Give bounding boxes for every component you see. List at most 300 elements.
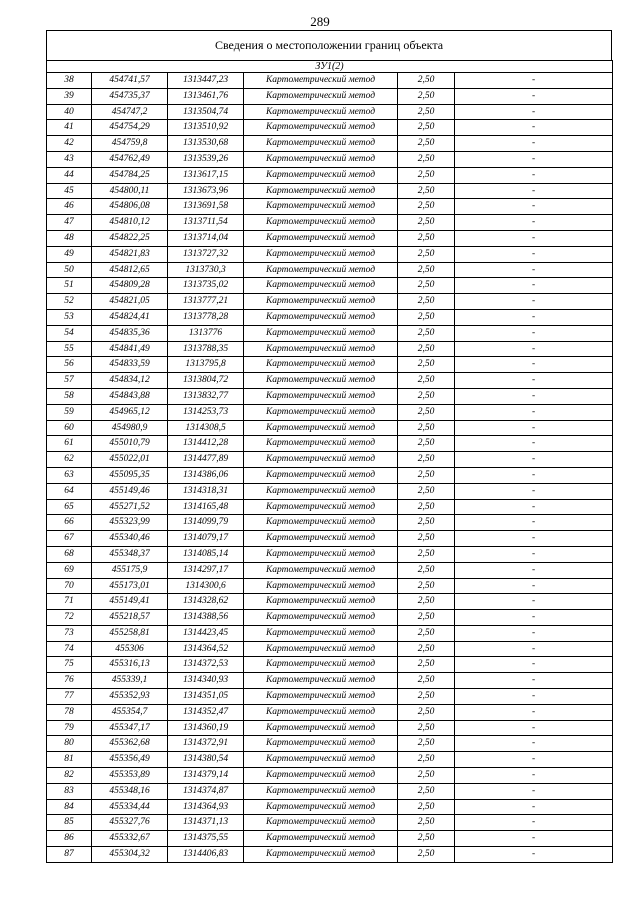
table-row [47, 246, 613, 262]
table-row [47, 199, 613, 215]
point-number-cell: 86 [47, 831, 92, 847]
point-number-cell: 79 [47, 720, 92, 736]
y-coordinate-cell: 1314300,6 [168, 578, 244, 594]
method-cell: Картометрический метод [244, 625, 398, 641]
x-coordinate-cell: 454747,2 [92, 104, 168, 120]
method-cell: Картометрический метод [244, 104, 398, 120]
x-coordinate-cell: 455353,89 [92, 768, 168, 784]
y-coordinate-cell: 1314388,56 [168, 610, 244, 626]
table-row [47, 104, 613, 120]
description-cell: - [455, 420, 613, 436]
accuracy-cell: 2,50 [398, 215, 455, 231]
x-coordinate-cell: 455327,76 [92, 815, 168, 831]
description-cell: - [455, 625, 613, 641]
x-coordinate-cell: 455339,1 [92, 673, 168, 689]
table-row [47, 736, 613, 752]
point-number-cell: 50 [47, 262, 92, 278]
y-coordinate-cell: 1313776 [168, 325, 244, 341]
description-cell: - [455, 452, 613, 468]
point-number-cell: 43 [47, 151, 92, 167]
description-cell: - [455, 641, 613, 657]
y-coordinate-cell: 1313461,76 [168, 88, 244, 104]
description-cell: - [455, 610, 613, 626]
table-row [47, 436, 613, 452]
description-cell: - [455, 562, 613, 578]
description-cell: - [455, 768, 613, 784]
point-number-cell: 56 [47, 357, 92, 373]
x-coordinate-cell: 454833,59 [92, 357, 168, 373]
method-cell: Картометрический метод [244, 483, 398, 499]
point-number-cell: 87 [47, 847, 92, 863]
x-coordinate-cell: 455175,9 [92, 562, 168, 578]
boundary-table [46, 30, 612, 863]
point-number-cell: 47 [47, 215, 92, 231]
table-row [47, 783, 613, 799]
table-row [47, 704, 613, 720]
accuracy-cell: 2,50 [398, 404, 455, 420]
point-number-cell: 73 [47, 625, 92, 641]
table-row [47, 483, 613, 499]
point-number-cell: 41 [47, 120, 92, 136]
x-coordinate-cell: 454834,12 [92, 373, 168, 389]
x-coordinate-cell: 454754,29 [92, 120, 168, 136]
description-cell: - [455, 136, 613, 152]
table-row [47, 341, 613, 357]
y-coordinate-cell: 1314380,54 [168, 752, 244, 768]
description-cell: - [455, 799, 613, 815]
point-number-cell: 55 [47, 341, 92, 357]
table-row [47, 309, 613, 325]
y-coordinate-cell: 1314412,28 [168, 436, 244, 452]
table-row [47, 262, 613, 278]
y-coordinate-cell: 1313777,21 [168, 294, 244, 310]
accuracy-cell: 2,50 [398, 531, 455, 547]
accuracy-cell: 2,50 [398, 815, 455, 831]
y-coordinate-cell: 1314099,79 [168, 515, 244, 531]
y-coordinate-cell: 1314165,48 [168, 499, 244, 515]
method-cell: Картометрический метод [244, 720, 398, 736]
point-number-cell: 70 [47, 578, 92, 594]
x-coordinate-cell: 455304,32 [92, 847, 168, 863]
table-row [47, 578, 613, 594]
accuracy-cell: 2,50 [398, 388, 455, 404]
description-cell: - [455, 357, 613, 373]
accuracy-cell: 2,50 [398, 167, 455, 183]
x-coordinate-cell: 455271,52 [92, 499, 168, 515]
table-row [47, 831, 613, 847]
accuracy-cell: 2,50 [398, 847, 455, 863]
method-cell: Картометрический метод [244, 309, 398, 325]
method-cell: Картометрический метод [244, 420, 398, 436]
method-cell: Картометрический метод [244, 88, 398, 104]
method-cell: Картометрический метод [244, 246, 398, 262]
accuracy-cell: 2,50 [398, 641, 455, 657]
x-coordinate-cell: 455347,17 [92, 720, 168, 736]
table-title: Сведения о местоположении границ объекта [46, 30, 612, 61]
table-row [47, 657, 613, 673]
accuracy-cell: 2,50 [398, 610, 455, 626]
y-coordinate-cell: 1314477,89 [168, 452, 244, 468]
y-coordinate-cell: 1314406,83 [168, 847, 244, 863]
description-cell: - [455, 783, 613, 799]
point-number-cell: 80 [47, 736, 92, 752]
method-cell: Картометрический метод [244, 799, 398, 815]
method-cell: Картометрический метод [244, 199, 398, 215]
coordinates-table [46, 60, 613, 863]
x-coordinate-cell: 455316,13 [92, 657, 168, 673]
point-number-cell: 65 [47, 499, 92, 515]
point-number-cell: 59 [47, 404, 92, 420]
x-coordinate-cell: 454784,25 [92, 167, 168, 183]
y-coordinate-cell: 1313730,3 [168, 262, 244, 278]
x-coordinate-cell: 454741,57 [92, 73, 168, 89]
x-coordinate-cell: 455258,81 [92, 625, 168, 641]
method-cell: Картометрический метод [244, 388, 398, 404]
method-cell: Картометрический метод [244, 262, 398, 278]
accuracy-cell: 2,50 [398, 309, 455, 325]
table-row [47, 815, 613, 831]
y-coordinate-cell: 1313804,72 [168, 373, 244, 389]
point-number-cell: 49 [47, 246, 92, 262]
method-cell: Картометрический метод [244, 847, 398, 863]
x-coordinate-cell: 455348,16 [92, 783, 168, 799]
method-cell: Картометрический метод [244, 294, 398, 310]
accuracy-cell: 2,50 [398, 120, 455, 136]
y-coordinate-cell: 1314364,93 [168, 799, 244, 815]
y-coordinate-cell: 1314308,5 [168, 420, 244, 436]
description-cell: - [455, 499, 613, 515]
accuracy-cell: 2,50 [398, 673, 455, 689]
table-row [47, 546, 613, 562]
accuracy-cell: 2,50 [398, 183, 455, 199]
method-cell: Картометрический метод [244, 657, 398, 673]
point-number-cell: 52 [47, 294, 92, 310]
method-cell: Картометрический метод [244, 704, 398, 720]
point-number-cell: 62 [47, 452, 92, 468]
table-row [47, 768, 613, 784]
point-number-cell: 75 [47, 657, 92, 673]
accuracy-cell: 2,50 [398, 151, 455, 167]
y-coordinate-cell: 1313778,28 [168, 309, 244, 325]
method-cell: Картометрический метод [244, 546, 398, 562]
y-coordinate-cell: 1314364,52 [168, 641, 244, 657]
y-coordinate-cell: 1313711,54 [168, 215, 244, 231]
x-coordinate-cell: 455149,41 [92, 594, 168, 610]
table-row [47, 151, 613, 167]
method-cell: Картометрический метод [244, 783, 398, 799]
table-row [47, 531, 613, 547]
table-row [47, 689, 613, 705]
point-number-cell: 71 [47, 594, 92, 610]
point-number-cell: 85 [47, 815, 92, 831]
description-cell: - [455, 483, 613, 499]
table-row [47, 515, 613, 531]
y-coordinate-cell: 1314352,47 [168, 704, 244, 720]
description-cell: - [455, 720, 613, 736]
method-cell: Картометрический метод [244, 689, 398, 705]
y-coordinate-cell: 1313673,96 [168, 183, 244, 199]
table-row [47, 847, 613, 863]
y-coordinate-cell: 1313714,04 [168, 230, 244, 246]
accuracy-cell: 2,50 [398, 831, 455, 847]
table-row [47, 641, 613, 657]
method-cell: Картометрический метод [244, 215, 398, 231]
x-coordinate-cell: 454735,37 [92, 88, 168, 104]
method-cell: Картометрический метод [244, 610, 398, 626]
method-cell: Картометрический метод [244, 531, 398, 547]
accuracy-cell: 2,50 [398, 341, 455, 357]
accuracy-cell: 2,50 [398, 562, 455, 578]
method-cell: Картометрический метод [244, 357, 398, 373]
accuracy-cell: 2,50 [398, 452, 455, 468]
point-number-cell: 38 [47, 73, 92, 89]
description-cell: - [455, 341, 613, 357]
table-row [47, 373, 613, 389]
description-cell: - [455, 199, 613, 215]
y-coordinate-cell: 1313504,74 [168, 104, 244, 120]
accuracy-cell: 2,50 [398, 104, 455, 120]
x-coordinate-cell: 454800,11 [92, 183, 168, 199]
table-row [47, 294, 613, 310]
description-cell: - [455, 278, 613, 294]
y-coordinate-cell: 1314371,13 [168, 815, 244, 831]
point-number-cell: 72 [47, 610, 92, 626]
accuracy-cell: 2,50 [398, 88, 455, 104]
method-cell: Картометрический метод [244, 768, 398, 784]
accuracy-cell: 2,50 [398, 578, 455, 594]
x-coordinate-cell: 454824,41 [92, 309, 168, 325]
method-cell: Картометрический метод [244, 183, 398, 199]
description-cell: - [455, 436, 613, 452]
description-cell: - [455, 815, 613, 831]
method-cell: Картометрический метод [244, 736, 398, 752]
table-subtitle: ЗУ1(2) [47, 61, 613, 73]
table-row [47, 120, 613, 136]
point-number-cell: 46 [47, 199, 92, 215]
x-coordinate-cell: 455010,79 [92, 436, 168, 452]
x-coordinate-cell: 454806,08 [92, 199, 168, 215]
table-row [47, 720, 613, 736]
point-number-cell: 54 [47, 325, 92, 341]
x-coordinate-cell: 454821,83 [92, 246, 168, 262]
description-cell: - [455, 831, 613, 847]
method-cell: Картометрический метод [244, 436, 398, 452]
description-cell: - [455, 578, 613, 594]
x-coordinate-cell: 454810,12 [92, 215, 168, 231]
y-coordinate-cell: 1314253,73 [168, 404, 244, 420]
point-number-cell: 83 [47, 783, 92, 799]
accuracy-cell: 2,50 [398, 768, 455, 784]
accuracy-cell: 2,50 [398, 657, 455, 673]
accuracy-cell: 2,50 [398, 436, 455, 452]
x-coordinate-cell: 454762,49 [92, 151, 168, 167]
point-number-cell: 48 [47, 230, 92, 246]
method-cell: Картометрический метод [244, 815, 398, 831]
description-cell: - [455, 104, 613, 120]
accuracy-cell: 2,50 [398, 483, 455, 499]
x-coordinate-cell: 454835,36 [92, 325, 168, 341]
description-cell: - [455, 531, 613, 547]
x-coordinate-cell: 454980,9 [92, 420, 168, 436]
description-cell: - [455, 373, 613, 389]
point-number-cell: 84 [47, 799, 92, 815]
accuracy-cell: 2,50 [398, 294, 455, 310]
x-coordinate-cell: 455149,46 [92, 483, 168, 499]
description-cell: - [455, 309, 613, 325]
accuracy-cell: 2,50 [398, 230, 455, 246]
method-cell: Картометрический метод [244, 151, 398, 167]
x-coordinate-cell: 455348,37 [92, 546, 168, 562]
table-row [47, 562, 613, 578]
method-cell: Картометрический метод [244, 341, 398, 357]
method-cell: Картометрический метод [244, 278, 398, 294]
point-number-cell: 64 [47, 483, 92, 499]
point-number-cell: 63 [47, 467, 92, 483]
point-number-cell: 57 [47, 373, 92, 389]
y-coordinate-cell: 1314318,31 [168, 483, 244, 499]
description-cell: - [455, 151, 613, 167]
table-row [47, 88, 613, 104]
method-cell: Картометрический метод [244, 578, 398, 594]
y-coordinate-cell: 1314372,91 [168, 736, 244, 752]
method-cell: Картометрический метод [244, 404, 398, 420]
y-coordinate-cell: 1314360,19 [168, 720, 244, 736]
method-cell: Картометрический метод [244, 594, 398, 610]
accuracy-cell: 2,50 [398, 262, 455, 278]
accuracy-cell: 2,50 [398, 325, 455, 341]
table-row [47, 357, 613, 373]
description-cell: - [455, 262, 613, 278]
y-coordinate-cell: 1313832,77 [168, 388, 244, 404]
x-coordinate-cell: 454843,88 [92, 388, 168, 404]
table-row [47, 230, 613, 246]
y-coordinate-cell: 1314375,55 [168, 831, 244, 847]
accuracy-cell: 2,50 [398, 420, 455, 436]
accuracy-cell: 2,50 [398, 752, 455, 768]
point-number-cell: 76 [47, 673, 92, 689]
table-row [47, 452, 613, 468]
table-row [47, 167, 613, 183]
accuracy-cell: 2,50 [398, 720, 455, 736]
point-number-cell: 58 [47, 388, 92, 404]
method-cell: Картометрический метод [244, 499, 398, 515]
x-coordinate-cell: 455354,7 [92, 704, 168, 720]
method-cell: Картометрический метод [244, 136, 398, 152]
table-row [47, 278, 613, 294]
accuracy-cell: 2,50 [398, 499, 455, 515]
accuracy-cell: 2,50 [398, 704, 455, 720]
description-cell: - [455, 183, 613, 199]
x-coordinate-cell: 455095,35 [92, 467, 168, 483]
x-coordinate-cell: 454809,28 [92, 278, 168, 294]
page-number: 289 [310, 14, 330, 29]
description-cell: - [455, 673, 613, 689]
method-cell: Картометрический метод [244, 641, 398, 657]
point-number-cell: 78 [47, 704, 92, 720]
description-cell: - [455, 246, 613, 262]
accuracy-cell: 2,50 [398, 546, 455, 562]
y-coordinate-cell: 1314386,06 [168, 467, 244, 483]
description-cell: - [455, 73, 613, 89]
accuracy-cell: 2,50 [398, 73, 455, 89]
method-cell: Картометрический метод [244, 120, 398, 136]
x-coordinate-cell: 454822,25 [92, 230, 168, 246]
description-cell: - [455, 546, 613, 562]
accuracy-cell: 2,50 [398, 136, 455, 152]
point-number-cell: 77 [47, 689, 92, 705]
y-coordinate-cell: 1313510,92 [168, 120, 244, 136]
point-number-cell: 45 [47, 183, 92, 199]
description-cell: - [455, 752, 613, 768]
point-number-cell: 51 [47, 278, 92, 294]
y-coordinate-cell: 1313530,68 [168, 136, 244, 152]
description-cell: - [455, 594, 613, 610]
x-coordinate-cell: 455306 [92, 641, 168, 657]
y-coordinate-cell: 1313691,58 [168, 199, 244, 215]
point-number-cell: 61 [47, 436, 92, 452]
x-coordinate-cell: 454965,12 [92, 404, 168, 420]
table-row [47, 183, 613, 199]
x-coordinate-cell: 455334,44 [92, 799, 168, 815]
method-cell: Картометрический метод [244, 467, 398, 483]
y-coordinate-cell: 1314079,17 [168, 531, 244, 547]
x-coordinate-cell: 455340,46 [92, 531, 168, 547]
description-cell: - [455, 230, 613, 246]
y-coordinate-cell: 1314423,45 [168, 625, 244, 641]
table-row [47, 325, 613, 341]
description-cell: - [455, 657, 613, 673]
description-cell: - [455, 704, 613, 720]
accuracy-cell: 2,50 [398, 199, 455, 215]
y-coordinate-cell: 1314340,93 [168, 673, 244, 689]
description-cell: - [455, 388, 613, 404]
accuracy-cell: 2,50 [398, 373, 455, 389]
x-coordinate-cell: 455218,57 [92, 610, 168, 626]
y-coordinate-cell: 1314374,87 [168, 783, 244, 799]
accuracy-cell: 2,50 [398, 515, 455, 531]
accuracy-cell: 2,50 [398, 799, 455, 815]
description-cell: - [455, 167, 613, 183]
method-cell: Картометрический метод [244, 325, 398, 341]
table-row [47, 799, 613, 815]
method-cell: Картометрический метод [244, 230, 398, 246]
table-row [47, 136, 613, 152]
x-coordinate-cell: 455332,67 [92, 831, 168, 847]
accuracy-cell: 2,50 [398, 625, 455, 641]
x-coordinate-cell: 455173,01 [92, 578, 168, 594]
table-row [47, 73, 613, 89]
method-cell: Картометрический метод [244, 562, 398, 578]
x-coordinate-cell: 454759,8 [92, 136, 168, 152]
accuracy-cell: 2,50 [398, 689, 455, 705]
description-cell: - [455, 736, 613, 752]
description-cell: - [455, 847, 613, 863]
x-coordinate-cell: 455352,93 [92, 689, 168, 705]
y-coordinate-cell: 1314085,14 [168, 546, 244, 562]
method-cell: Картометрический метод [244, 831, 398, 847]
point-number-cell: 67 [47, 531, 92, 547]
y-coordinate-cell: 1314351,05 [168, 689, 244, 705]
y-coordinate-cell: 1313617,15 [168, 167, 244, 183]
y-coordinate-cell: 1313447,23 [168, 73, 244, 89]
table-row [47, 752, 613, 768]
x-coordinate-cell: 455356,49 [92, 752, 168, 768]
y-coordinate-cell: 1313735,02 [168, 278, 244, 294]
accuracy-cell: 2,50 [398, 357, 455, 373]
y-coordinate-cell: 1313788,35 [168, 341, 244, 357]
description-cell: - [455, 689, 613, 705]
point-number-cell: 42 [47, 136, 92, 152]
